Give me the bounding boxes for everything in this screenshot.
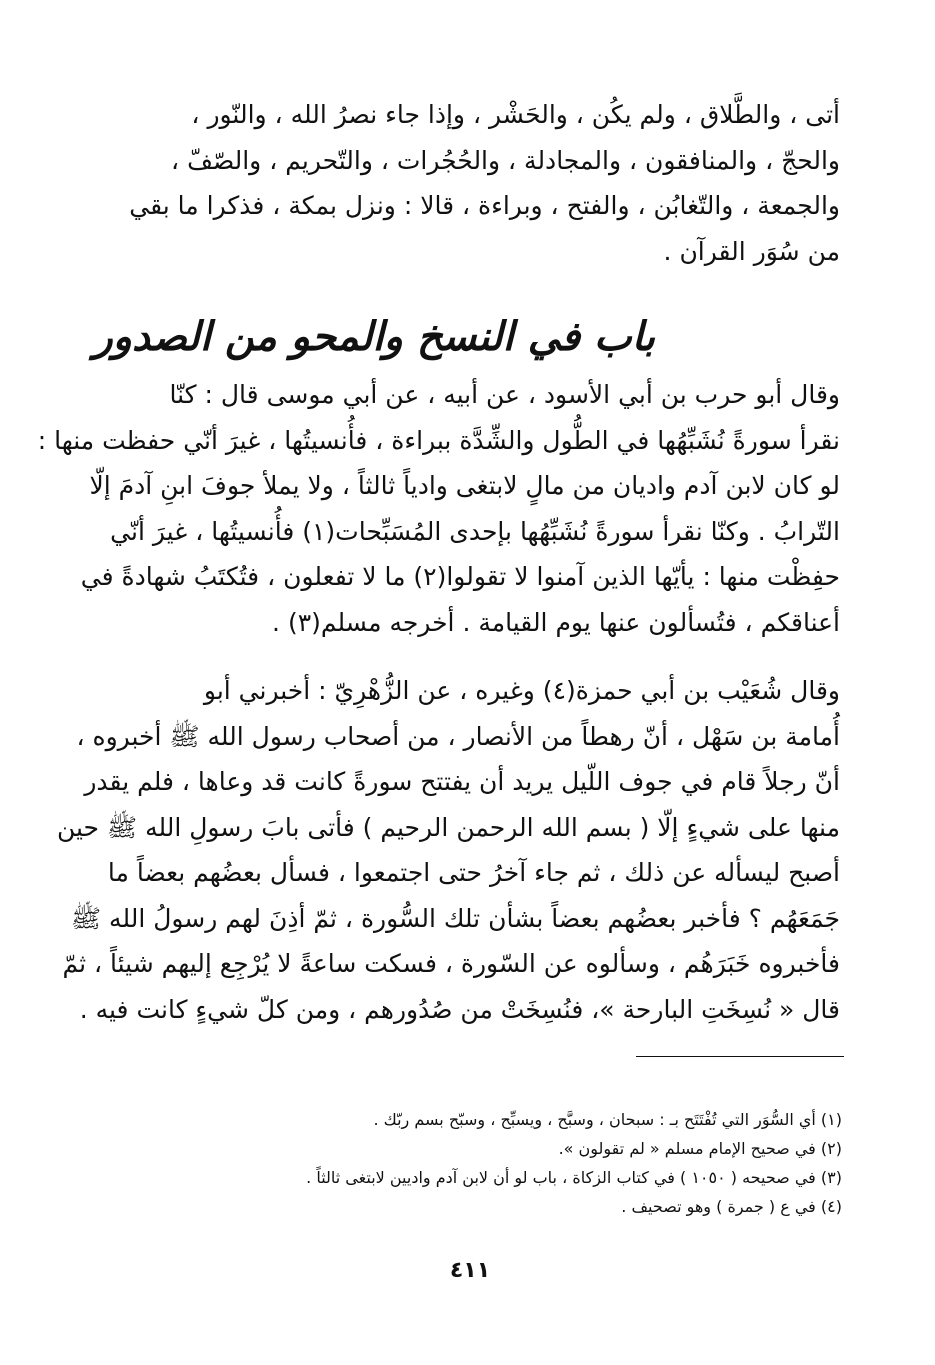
text-line: قال « نُسِخَتِ البارحة »، فنُسِخَتْ من صُدُورهم ، ومن كلّ شيءٍ كانت فيه . (79, 994, 840, 1024)
page-number: ٤١١ (449, 1258, 491, 1283)
footnote-1: (١) أي السُّوَر التي تُفْتَتَح بـ : سبحان ، وسبَّح ، ويسبِّح ، وسبّح بسم ربّك . (373, 1110, 842, 1129)
paragraph-abu-musa (37, 372, 840, 645)
text-line: حفِظْت منها : يأيّها الذين آمنوا لا تقولوا(٢) ما لا تفعلون ، فتُكتَبُ شهادةً في (80, 562, 840, 591)
footnote-divider (636, 1056, 844, 1057)
text-line: من سُوَر القرآن . (663, 236, 840, 266)
text-line: جَمَعَهُم ؟ فأخبر بعضُهم بعضاً بشأن تلك السُّورة ، ثمّ أذِنَ لهم رسولُ الله ﷺ (70, 903, 840, 933)
footnote-2: (٢) في صحيح الإمام مسلم « لم تقولون ». (558, 1139, 842, 1158)
text-line: أتى ، والطَّلاق ، ولم يكُن ، والحَشْر ، وإذا جاء نصرُ الله ، والنّور ، (191, 100, 840, 129)
intro-paragraph (120, 92, 840, 274)
text-line: أُمامة بن سَهْل ، أنّ رهطاً من الأنصار ، من أصحاب رسول الله ﷺ أخبروه ، (76, 721, 840, 751)
chapter-title: باب في النسخ والمحو من الصدور (93, 313, 655, 360)
text-line: نقرأ سورةً نُشَبِّهُها في الطُّول والشِّدَّة ببراءة ، فأُنسيتُها ، غيرَ أنّي حفظت منها : (37, 425, 840, 455)
text-line: منها على شيءٍ إلّا ( بسم الله الرحمن الرحيم ) فأتى بابَ رسولِ الله ﷺ حين (56, 812, 840, 842)
text-line: التّرابُ . وكنّا نقرأ سورةً نُشَبِّهُها بإحدى المُسَبِّحات(١) فأُنسيتُها ، غيرَ أنّي (110, 516, 840, 546)
text-line: لو كان لابن آدم واديان من مالٍ لابتغى وادياً ثالثاً ، ولا يملأ جوفَ ابنِ آدمَ إلّا (89, 471, 840, 500)
text-line: فأخبروه خَبَرَهُم ، وسألوه عن السّورة ، فسكت ساعةً لا يُرْجِع إليهم شيئاً ، ثمّ (62, 949, 840, 978)
paragraph-zuhri (56, 668, 840, 1032)
text-line: أصبح ليسأله عن ذلك ، ثم جاء آخرُ حتى اجتمعوا ، فسأل بعضُهم بعضاً ما (107, 858, 840, 887)
text-line: وقال أبو حرب بن أبي الأسود ، عن أبيه ، عن أبي موسى قال : كنّا (169, 380, 840, 409)
footnotes (170, 1105, 842, 1221)
text-line: والجمعة ، والتّغابُن ، والفتح ، وبراءة ، قالا : ونزل بمكة ، فذكرا ما بقي (129, 191, 840, 220)
text-line: وقال شُعَيْب بن أبي حمزة(٤) وغيره ، عن الزُّهْرِيّ : أخبرني أبو (203, 676, 840, 705)
footnote-3: (٣) في صحيحه ( ١٠٥٠ ) في كتاب الزكاة ، باب لو أن لابن آدم واديين لابتغى ثالثاً . (306, 1168, 842, 1187)
text-line: أنّ رجلاً قام في جوف اللّيل يريد أن يفتتح سورةً كانت قد وعاها ، فلم يقدر (84, 767, 840, 796)
text-line: أعناقكم ، فتُسألون عنها يوم القيامة . أخرجه مسلم(٣) . (272, 607, 840, 637)
footnote-4: (٤) في ع ( جمرة ) وهو تصحيف . (621, 1197, 842, 1216)
text-line: والحجّ ، والمنافقون ، والمجادلة ، والحُجُرات ، والتّحريم ، والصّفّ ، (171, 145, 840, 175)
